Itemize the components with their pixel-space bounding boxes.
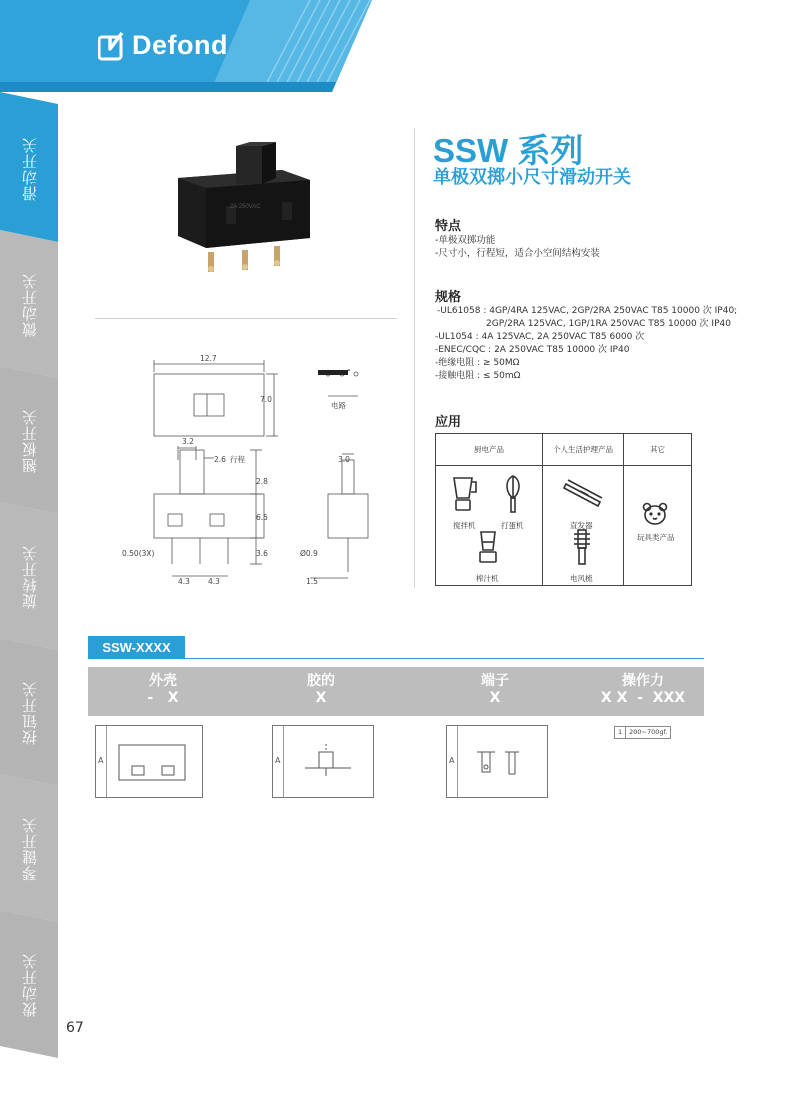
- app-item-label: 打蛋机: [501, 521, 524, 530]
- force-index: 1: [615, 727, 626, 738]
- page-title: SSW 系列: [433, 132, 584, 169]
- sidebar-item-label: 按钮开关: [20, 681, 39, 745]
- force-value: 200~700gf.: [629, 728, 668, 736]
- code-col-code: X: [489, 690, 501, 706]
- dim-4-3-a: 4.3: [178, 577, 190, 586]
- page-subtitle: 单极双掷小尺寸滑动开关: [433, 167, 631, 188]
- option-actuator-a[interactable]: [272, 725, 374, 798]
- code-col-code: X X - XXX: [600, 690, 686, 706]
- spec-line: -UL1054 : 4A 125VAC, 2A 250VAC T85 6000 次: [435, 332, 645, 342]
- code-col-actuator: [276, 673, 366, 707]
- code-col-force: [588, 673, 698, 707]
- code-col-title: 胶的: [307, 673, 335, 689]
- logo-mark-icon: [98, 31, 126, 61]
- sidebar-item-label: 琴键开关: [20, 817, 39, 881]
- dim-2-8: 2.8: [256, 477, 268, 486]
- spec-line: -ENEC/CQC : 2A 250VAC T85 10000 次 IP40: [435, 345, 630, 355]
- whisk-icon: [502, 474, 524, 514]
- dim-1-5: 1.5: [306, 577, 318, 586]
- dim-3-6: 3.6: [256, 549, 268, 558]
- force-table: [614, 726, 671, 739]
- terminal-drawing: [473, 746, 533, 782]
- app-item-label: 电风梳: [570, 574, 593, 583]
- svg-text:2A 250VAC: 2A 250VAC: [230, 204, 261, 210]
- specs-heading: 规格: [435, 290, 462, 305]
- dim-width: 12.7: [200, 354, 217, 363]
- spec-line: 2GP/2RA 125VAC, 1GP/1RA 250VAC T85 10000 次 IP40: [486, 319, 731, 329]
- application-heading: 应用: [435, 415, 462, 430]
- spec-line: -接触电阻 : ≤ 50mΩ: [435, 371, 521, 381]
- dim-pin: 0.50(3X): [122, 549, 155, 558]
- order-code-bar: [88, 667, 704, 716]
- sidebar-item-push-switch[interactable]: [0, 648, 58, 778]
- code-col-code: X: [315, 690, 327, 706]
- dim-height: 7.0: [260, 395, 272, 404]
- sidebar-item-label: 拨动开关: [20, 953, 39, 1017]
- dim-4-3-b: 4.3: [208, 577, 220, 586]
- dim-3-2: 3.2: [182, 437, 194, 446]
- toy-bear-icon: [642, 502, 668, 526]
- blender-icon: [450, 474, 478, 514]
- dim-0-9: Ø0.9: [300, 549, 318, 558]
- app-item-label: 玩具类产品: [637, 533, 675, 542]
- actuator-drawing: [301, 740, 361, 780]
- sidebar-item-piano-switch[interactable]: [0, 784, 58, 914]
- brand-name: Defond: [132, 30, 228, 60]
- page-number: 67: [66, 1020, 84, 1036]
- option-terminal-a[interactable]: [446, 725, 548, 798]
- feature-line: -单极双掷功能: [435, 235, 496, 246]
- option-label: A: [449, 756, 455, 765]
- sidebar-item-toggle-switch[interactable]: [0, 920, 58, 1050]
- application-table: [435, 433, 692, 586]
- dim-2-6: 2.6: [214, 455, 226, 464]
- dim-6-5: 6.5: [256, 513, 268, 522]
- title-divider: [414, 128, 415, 588]
- sidebar-item-rocker-switch[interactable]: [0, 376, 58, 506]
- app-item-label: 榨汁机: [476, 574, 499, 583]
- code-col-title: 操作力: [622, 673, 664, 689]
- product-photo: [170, 140, 320, 290]
- app-item-label: 搅拌机: [453, 521, 476, 530]
- juicer-icon: [476, 530, 500, 566]
- spec-line: -绝缘电阻 : ≥ 50MΩ: [435, 358, 520, 368]
- dimension-drawing: [110, 350, 380, 590]
- code-col-terminal: [450, 673, 540, 707]
- hair-straightener-icon: [562, 478, 604, 508]
- option-label: A: [98, 756, 104, 765]
- sidebar-item-micro-switch[interactable]: [0, 240, 58, 370]
- sidebar: [0, 92, 58, 1058]
- order-code-tag: SSW-XXXX: [88, 636, 185, 659]
- code-col-housing: [118, 673, 208, 707]
- code-col-code: - X: [147, 690, 179, 706]
- dim-3-0: 3.0: [338, 455, 350, 464]
- sidebar-item-label: 旋转开关: [20, 545, 39, 609]
- housing-drawing: [118, 744, 188, 782]
- option-housing-a[interactable]: [95, 725, 203, 798]
- feature-line: -尺寸小，行程短，适合小空间结构安装: [435, 248, 600, 259]
- sidebar-item-label: 微动开关: [20, 273, 39, 337]
- option-label: A: [275, 756, 281, 765]
- features-heading: 特点: [435, 219, 462, 234]
- brand-logo[interactable]: [98, 30, 228, 61]
- app-col-header: 其它: [624, 434, 691, 466]
- section-divider: [95, 318, 397, 319]
- hair-brush-icon: [572, 528, 592, 566]
- code-col-title: 外壳: [149, 673, 177, 689]
- circuit-label: 电路: [331, 401, 346, 410]
- sidebar-item-label: 翘板开关: [20, 409, 39, 473]
- travel-label: 行程: [230, 455, 245, 464]
- sidebar-item-slide-switch[interactable]: [0, 104, 58, 234]
- app-item-label: 直发器: [570, 521, 593, 530]
- order-code-rule: [88, 658, 704, 659]
- code-col-title: 端子: [481, 673, 509, 689]
- app-col-header: 个人生活护理产品: [543, 434, 623, 466]
- spec-line: -UL61058 : 4GP/4RA 125VAC, 2GP/2RA 250VAC T85 10000 次 IP40;: [437, 306, 738, 316]
- app-col-header: 厨电产品: [436, 434, 542, 466]
- sidebar-item-rotary-switch[interactable]: [0, 512, 58, 642]
- sidebar-item-label: 滑动开关: [20, 137, 39, 201]
